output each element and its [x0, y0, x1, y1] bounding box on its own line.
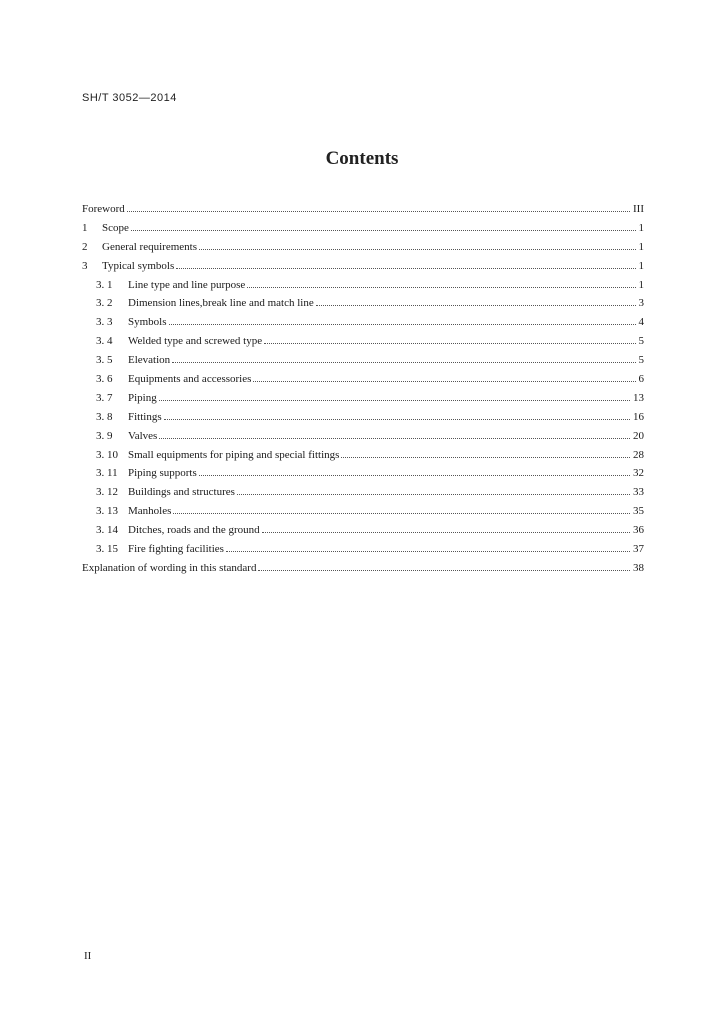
toc-entry-label: Equipments and accessories [128, 373, 252, 386]
toc-entry-page: 1 [638, 278, 644, 291]
toc-entry-number: 3. 9 [96, 429, 113, 442]
toc-entry[interactable] [82, 354, 644, 373]
toc-entry-label: Scope [102, 221, 129, 234]
toc-entry-number: 3 [82, 259, 88, 272]
dot-leader [341, 457, 630, 458]
toc-entry-page: 6 [638, 373, 644, 386]
dot-leader [169, 324, 636, 325]
toc-entry-number: 3. 1 [96, 278, 113, 291]
toc-entry-page: 36 [633, 524, 644, 537]
toc-entry[interactable] [82, 467, 644, 486]
toc-entry-page: 33 [633, 486, 644, 499]
toc-entry-number: 3. 5 [96, 354, 113, 367]
document-code: SH/T 3052—2014 [82, 92, 177, 104]
toc-entry[interactable] [82, 411, 644, 430]
toc-entry-label: Symbols [128, 316, 167, 329]
toc-entry-number: 3. 12 [96, 486, 118, 499]
toc-entry[interactable] [82, 203, 644, 222]
toc-entry-number: 3. 4 [96, 335, 113, 348]
toc-entry-number: 3. 8 [96, 410, 113, 423]
toc-entry[interactable] [82, 486, 644, 505]
dot-leader [316, 305, 636, 306]
dot-leader [173, 513, 630, 514]
toc-entry-number: 3. 11 [96, 467, 118, 480]
toc-entry[interactable] [82, 524, 644, 543]
dot-leader [262, 532, 630, 533]
dot-leader [172, 362, 635, 363]
toc-entry-number: 2 [82, 240, 88, 253]
dot-leader [253, 381, 635, 382]
toc-entry[interactable] [82, 241, 644, 260]
toc-entry-number: 3. 6 [96, 373, 113, 386]
dot-leader [258, 570, 630, 571]
dot-leader [264, 343, 635, 344]
toc-entry[interactable] [82, 373, 644, 392]
toc-entry-page: 20 [633, 429, 644, 442]
toc-entry-page: III [633, 203, 644, 215]
toc-entry-page: 1 [638, 240, 644, 253]
toc-entry[interactable] [82, 392, 644, 411]
toc-entry-label: Ditches, roads and the ground [128, 524, 260, 537]
dot-leader [131, 230, 636, 231]
toc-entry-page: 13 [633, 391, 644, 404]
toc-entry[interactable] [82, 316, 644, 335]
dot-leader [247, 287, 635, 288]
toc-entry-label: Dimension lines,break line and match line [128, 297, 314, 310]
toc-entry-page: 16 [633, 410, 644, 423]
toc-entry[interactable] [82, 543, 644, 562]
toc-entry-label: Elevation [128, 354, 171, 367]
toc-entry-number: 3. 3 [96, 316, 113, 329]
toc-entry-label: Valves [128, 429, 158, 442]
toc-entry-label: Fittings [128, 410, 162, 423]
toc-entry-label: Small equipments for piping and special fittings [128, 448, 340, 461]
toc-entry-number: 3. 10 [96, 448, 118, 461]
toc-entry-page: 4 [638, 316, 644, 329]
toc-entry-label: General requirements [102, 240, 197, 253]
toc-entry[interactable] [82, 430, 644, 449]
toc-entry-label: Piping [128, 391, 157, 404]
toc-entry-label: Welded type and screwed type [128, 335, 263, 348]
toc-entry-label: Piping supports [128, 467, 197, 480]
toc-entry[interactable] [82, 335, 644, 354]
toc-entry-number: 3. 15 [96, 543, 118, 556]
toc-entry-page: 1 [638, 221, 644, 234]
page-title: Contents [325, 148, 399, 169]
toc-entry-page: 37 [633, 543, 644, 556]
toc-entry-label: Typical symbols [102, 259, 175, 272]
toc-entry-label: Fire fighting facilities [128, 543, 224, 556]
dot-leader [199, 475, 630, 476]
toc-entry-label: Line type and line purpose [128, 278, 246, 291]
toc-entry-label: Manholes [128, 505, 172, 518]
dot-leader [199, 249, 636, 250]
toc-entry-label: Buildings and structures [128, 486, 235, 499]
toc-entry-number: 3. 14 [96, 524, 118, 537]
toc-entry[interactable] [82, 562, 644, 581]
dot-leader [237, 494, 630, 495]
toc-entry[interactable] [82, 279, 644, 298]
toc-entry-page: 35 [633, 505, 644, 518]
dot-leader [164, 419, 630, 420]
toc-entry-number: 3. 7 [96, 391, 113, 404]
toc-entry-number: 3. 13 [96, 505, 118, 518]
dot-leader [176, 268, 635, 269]
toc-entry-page: 3 [638, 297, 644, 310]
dot-leader [159, 438, 630, 439]
toc-entry-page: 28 [633, 448, 644, 461]
dot-leader [226, 551, 630, 552]
toc-entry[interactable] [82, 222, 644, 241]
page-number: II [84, 950, 92, 962]
toc-entry[interactable] [82, 297, 644, 316]
toc-entry-page: 5 [638, 354, 644, 367]
table-of-contents [82, 203, 644, 581]
toc-entry-page: 1 [638, 259, 644, 272]
toc-entry-page: 38 [633, 561, 644, 574]
toc-entry-label: Explanation of wording in this standard [82, 561, 257, 574]
toc-entry[interactable] [82, 260, 644, 279]
toc-entry-page: 5 [638, 335, 644, 348]
toc-entry-label: Foreword [82, 203, 125, 215]
toc-entry-number: 1 [82, 221, 88, 234]
toc-entry-number: 3. 2 [96, 297, 113, 310]
dot-leader [159, 400, 630, 401]
toc-entry[interactable] [82, 505, 644, 524]
dot-leader [127, 211, 630, 212]
toc-entry[interactable] [82, 449, 644, 468]
toc-entry-page: 32 [633, 467, 644, 480]
